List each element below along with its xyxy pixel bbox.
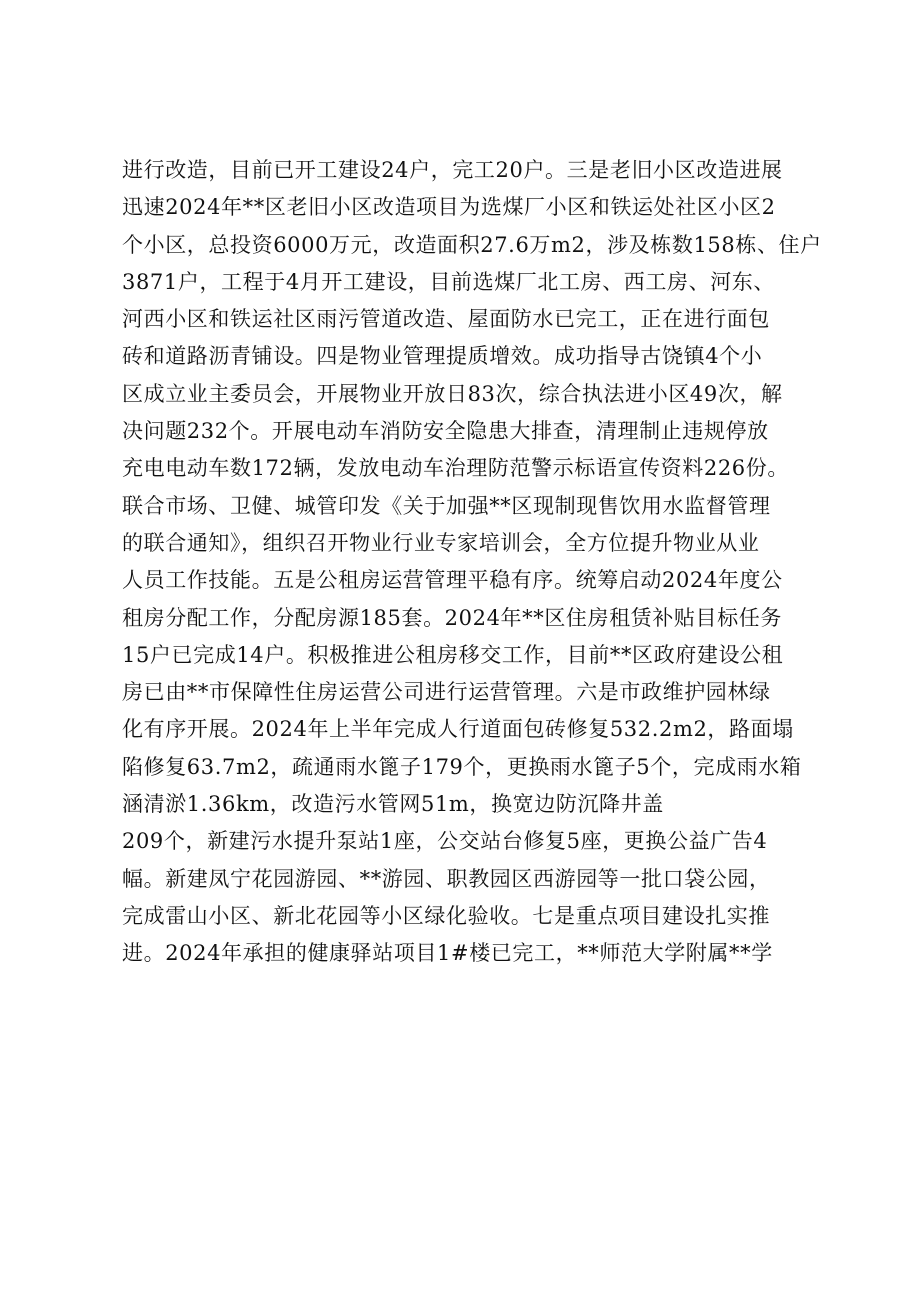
- text-line: 租房分配工作，分配房源185套。2024年**区住房租赁补贴目标任务: [122, 605, 782, 630]
- text-line: 联合市场、卫健、城管印发《关于加强**区现制现售饮用水监督管理: [122, 493, 771, 518]
- text-line: 区成立业主委员会，开展物业开放日83次，综合执法进小区49次，解: [122, 381, 783, 406]
- text-line: 209个，新建污水提升泵站1座，公交站台修复5座，更换公益广告4: [122, 829, 768, 854]
- text-line: 房已由**市保障性住房运营公司进行运营管理。六是市政维护园林绿: [122, 680, 771, 705]
- text-line: 进行改造，目前已开工建设24户，完工20户。三是老旧小区改造进展: [122, 158, 783, 182]
- text-line: 决问题232个。开展电动车消防安全隐患大排查，清理制止违规停放: [122, 419, 769, 444]
- text-line: 涵清淤1.36km，改造污水管网51m，换宽边防沉降井盖: [122, 792, 664, 817]
- text-line: 充电电动车数172辆，发放电动车治理防范警示标语宣传资料226份。: [122, 456, 789, 481]
- text-line: 迅速2024年**区老旧小区改造项目为选煤厂小区和铁运处社区小区2: [122, 195, 776, 220]
- text-line: 砖和道路沥青铺设。四是物业管理提质增效。成功指导古饶镇4个小: [122, 344, 763, 369]
- text-line: 个小区，总投资6000万元，改造面积27.6万m2，涉及栋数158栋、住户: [122, 232, 822, 257]
- text-line: 幅。新建凤宁花园游园、**游园、职教园区西游园等一批口袋公园，: [122, 866, 771, 891]
- text-line: 陷修复63.7m2，疏通雨水篦子179个，更换雨水篦子5个，完成雨水箱: [122, 754, 802, 779]
- text-line: 完成雷山小区、新北花园等小区绿化验收。七是重点项目建设扎实推: [122, 903, 770, 928]
- text-line: 的联合通知》，组织召开物业行业专家培训会，全方位提升物业从业: [122, 530, 760, 555]
- text-line: 进。2024年承担的健康驿站项目1#楼已完工，**师范大学附属**学: [122, 941, 773, 966]
- text-line: 3871户，工程于4月开工建设，目前选煤厂北工房、西工房、河东、: [122, 269, 776, 294]
- text-line: 15户已完成14户。积极推进公租房移交工作，目前**区政府建设公租: [122, 642, 784, 667]
- text-line: 人员工作技能。五是公租房运营管理平稳有序。统筹启动2024年度公: [122, 568, 783, 593]
- text-line: 河西小区和铁运社区雨污管道改造、屋面防水已完工，正在进行面包: [122, 307, 770, 332]
- text-line: 化有序开展。2024年上半年完成人行道面包砖修复532.2m2，路面塌: [122, 717, 794, 742]
- body-paragraph: [122, 152, 822, 973]
